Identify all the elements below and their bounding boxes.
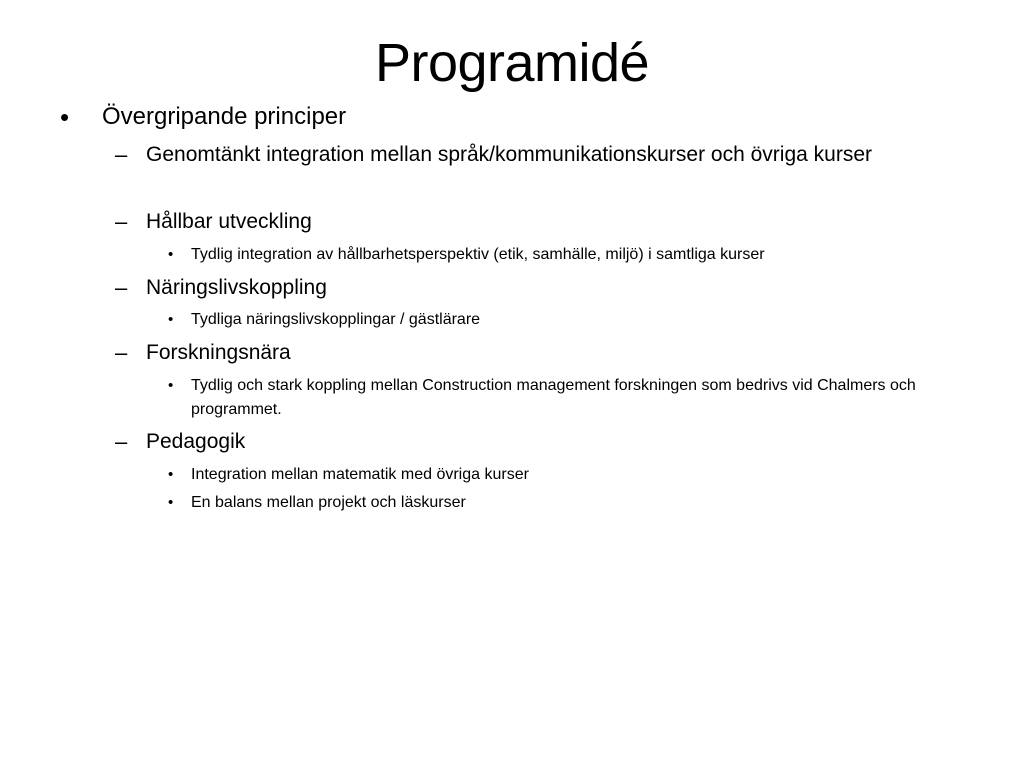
- list-item-text: Näringslivskoppling: [146, 276, 327, 299]
- list-item-text: Tydlig integration av hållbarhetsperspektiv (etik, samhälle, miljö) i samtliga kurser: [191, 246, 765, 263]
- bullet-icon: •: [168, 377, 174, 394]
- list-item-text: Integration mellan matematik med övriga kurser: [191, 466, 529, 483]
- bullet-icon: •: [60, 102, 70, 132]
- list-item-text: Övergripande principer: [102, 103, 347, 130]
- dash-icon: –: [115, 340, 128, 365]
- list-item-text: Pedagogik: [146, 430, 246, 453]
- slide-title: Programidé: [374, 33, 650, 93]
- list-item-text: Forskningsnära: [146, 341, 291, 364]
- bullet-icon: •: [168, 466, 174, 483]
- bullet-icon: •: [168, 311, 174, 328]
- list-item-text: Genomtänkt integration mellan språk/kommunikationskurser och övriga kurser: [146, 143, 872, 166]
- bullet-icon: •: [168, 246, 174, 263]
- bullet-icon: •: [168, 494, 174, 511]
- dash-icon: –: [115, 142, 128, 167]
- list-item-text: Tydliga näringslivskopplingar / gästlärare: [191, 311, 481, 328]
- dash-icon: –: [115, 429, 128, 454]
- list-item-text: Tydlig och stark koppling mellan Construction management forskningen som bedrivs vid Chalmers och programmet.: [191, 377, 916, 418]
- list-item-text: En balans mellan projekt och läskurser: [191, 494, 466, 511]
- list-item-text: Hållbar utveckling: [146, 210, 312, 233]
- dash-icon: –: [115, 275, 128, 300]
- dash-icon: –: [115, 209, 128, 234]
